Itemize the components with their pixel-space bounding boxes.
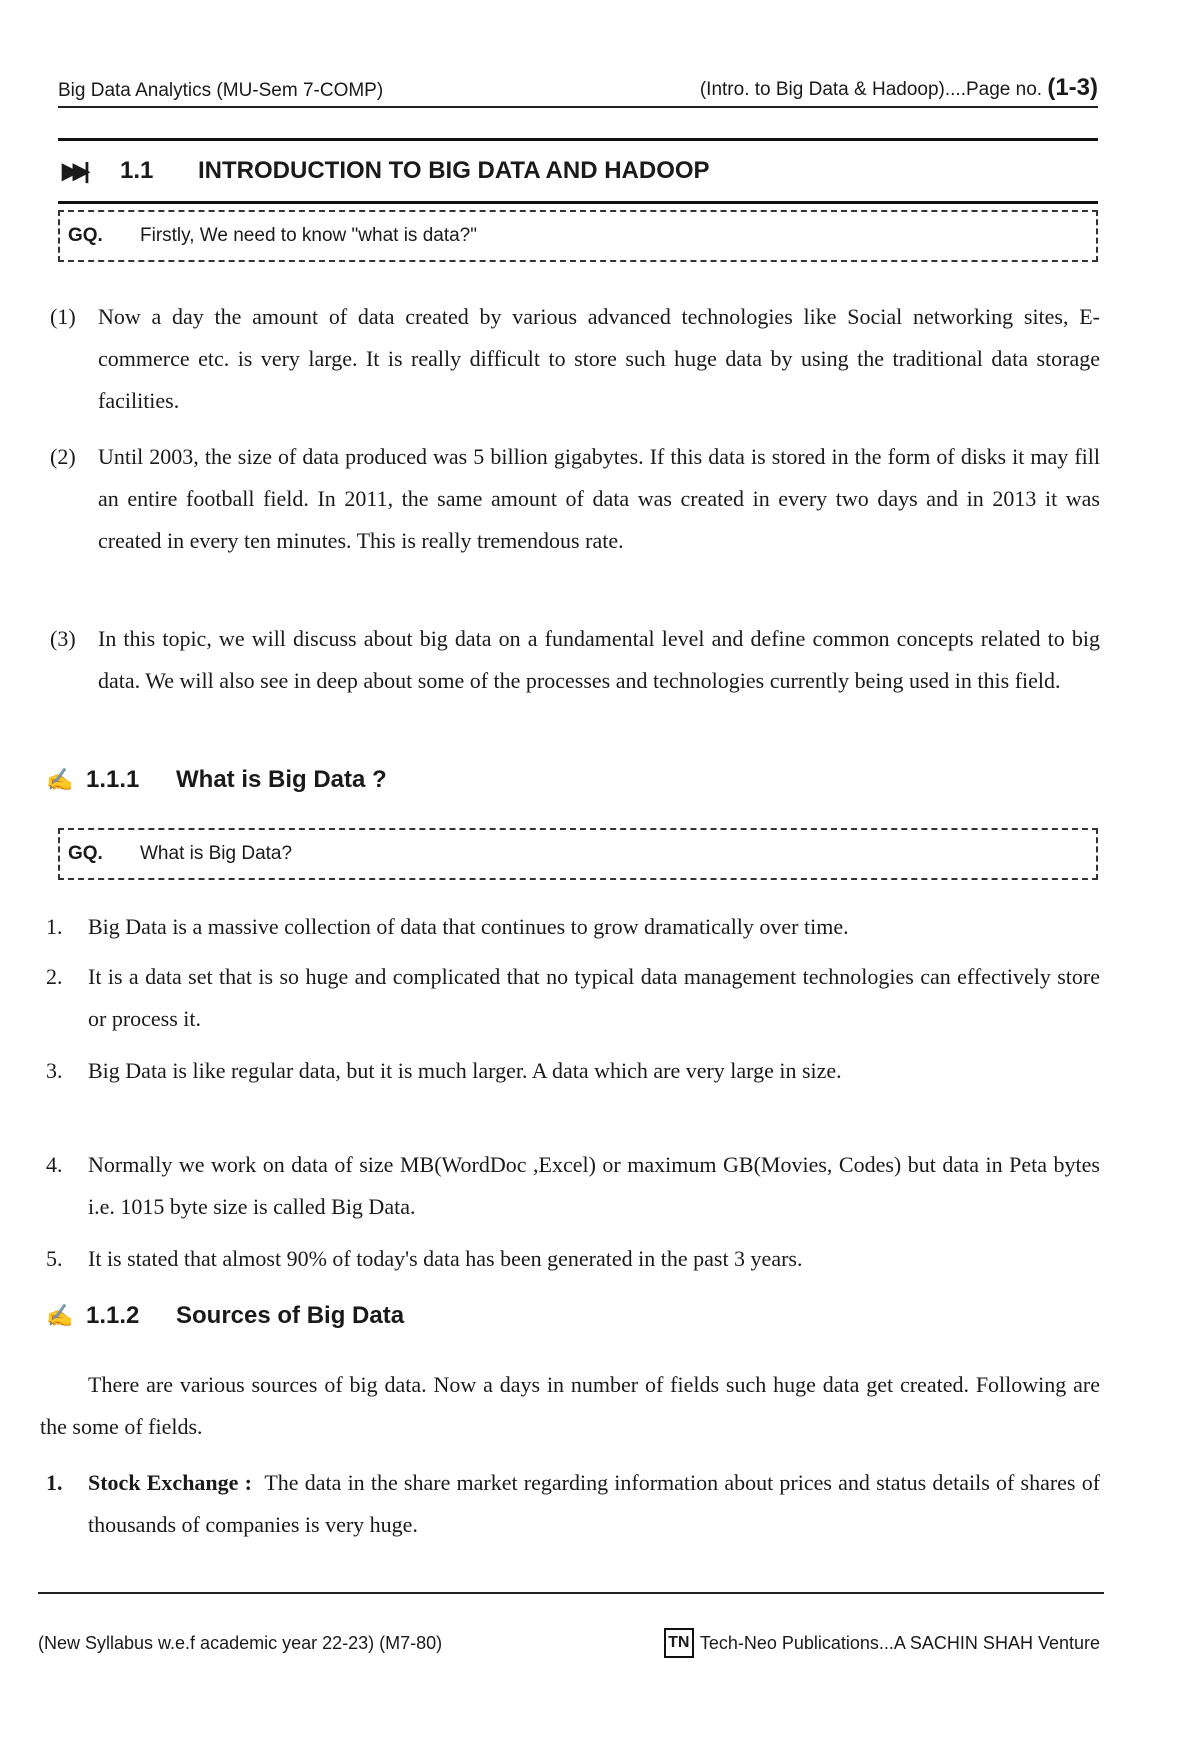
section-title: INTRODUCTION TO BIG DATA AND HADOOP xyxy=(198,157,710,184)
big-data-point-3 xyxy=(46,1050,1100,1092)
point-marker: 2. xyxy=(46,964,63,989)
point-marker: (1) xyxy=(50,304,76,329)
pen-icon: ✍ xyxy=(46,767,74,792)
point-marker: (3) xyxy=(50,626,76,651)
section-number: 1.1 xyxy=(120,157,154,184)
publisher-name: Tech-Neo Publications...A SACHIN SHAH Venture xyxy=(699,1632,1100,1653)
source-item-1 xyxy=(46,1462,1100,1546)
chapter-page-ref xyxy=(700,74,1098,102)
page-number: (1-3) xyxy=(1047,74,1098,101)
sources-intro: There are various sources of big data. Now a days in number of fields such huge data get created. Following are the some of fields. xyxy=(40,1372,1100,1439)
subsection-heading-1-1-1 xyxy=(46,766,387,794)
intro-point-1 xyxy=(50,296,1100,422)
pen-icon: ✍ xyxy=(46,1303,74,1328)
point-text: Until 2003, the size of data produced was 5 billion gigabytes. If this data is stored in the form of disks it may fill an entire football field. In 2011, the same amount of data was created in every two days and in 2013 it was created in every ten minutes. This is really tremendous rate. xyxy=(98,444,1100,553)
syllabus-note: (New Syllabus w.e.f academic year 22-23) (M7-80) xyxy=(38,1632,443,1653)
gq-label: GQ. xyxy=(68,843,103,864)
big-data-point-4 xyxy=(46,1144,1100,1228)
point-text: It is stated that almost 90% of today's data has been generated in the past 3 years. xyxy=(88,1246,803,1271)
intro-point-3 xyxy=(50,618,1100,702)
source-text xyxy=(88,1462,1100,1546)
page-footer xyxy=(38,1628,1100,1658)
point-text: It is a data set that is so huge and complicated that no typical data management technologies can effectively store or process it. xyxy=(88,964,1100,1031)
point-marker: 4. xyxy=(46,1152,63,1177)
gq-box-2 xyxy=(58,828,1098,880)
gq-text: What is Big Data? xyxy=(140,843,293,864)
point-text: In this topic, we will discuss about big data on a fundamental level and define common concepts related to big data. We will also see in deep about some of the processes and technologies currently being used in this field. xyxy=(98,626,1100,693)
point-marker: 1. xyxy=(46,1470,63,1495)
chapter-ref: (Intro. to Big Data & Hadoop)....Page no. xyxy=(699,79,1043,100)
subsection-title: What is Big Data ? xyxy=(176,766,387,793)
gq-box-1 xyxy=(58,210,1098,262)
big-data-point-5 xyxy=(46,1238,1100,1280)
point-text: Big Data is a massive collection of data that continues to grow dramatically over time. xyxy=(88,914,849,939)
subsection-heading-1-1-2 xyxy=(46,1302,404,1330)
point-text: Normally we work on data of size MB(WordDoc ,Excel) or maximum GB(Movies, Codes) but data in Peta bytes i.e. 1015 byte size is called Big Data. xyxy=(88,1152,1100,1219)
footer-rule xyxy=(38,1592,1104,1594)
point-marker: 1. xyxy=(46,914,63,939)
point-marker: 5. xyxy=(46,1246,63,1271)
fast-forward-icon: ▶▶| xyxy=(62,158,84,183)
source-description: The data in the share market regarding information about prices and status details of shares of thousands of companies is very huge. xyxy=(88,1470,1101,1537)
section-heading xyxy=(58,138,1098,204)
subsection-title: Sources of Big Data xyxy=(176,1302,405,1329)
subsection-number: 1.1.2 xyxy=(86,1302,140,1329)
subsection-number: 1.1.1 xyxy=(86,766,140,793)
publisher xyxy=(664,1628,1100,1658)
point-text: Big Data is like regular data, but it is much larger. A data which are very large in size. xyxy=(88,1058,842,1083)
running-header xyxy=(58,74,1098,108)
point-text: Now a day the amount of data created by various advanced technologies like Social networking sites, E-commerce etc. is very large. It is really difficult to store such huge data by using the traditional data storage facilities. xyxy=(98,304,1100,413)
publisher-logo-icon: TN xyxy=(664,1628,694,1658)
gq-text: Firstly, We need to know "what is data?" xyxy=(140,225,477,246)
big-data-point-1 xyxy=(46,906,1100,948)
point-marker: 3. xyxy=(46,1058,63,1083)
big-data-point-2 xyxy=(46,956,1100,1040)
book-title: Big Data Analytics (MU-Sem 7-COMP) xyxy=(58,80,384,101)
gq-label: GQ. xyxy=(68,225,103,246)
intro-point-2 xyxy=(50,436,1100,562)
point-marker: (2) xyxy=(50,444,76,469)
source-term: Stock Exchange : xyxy=(88,1470,252,1495)
